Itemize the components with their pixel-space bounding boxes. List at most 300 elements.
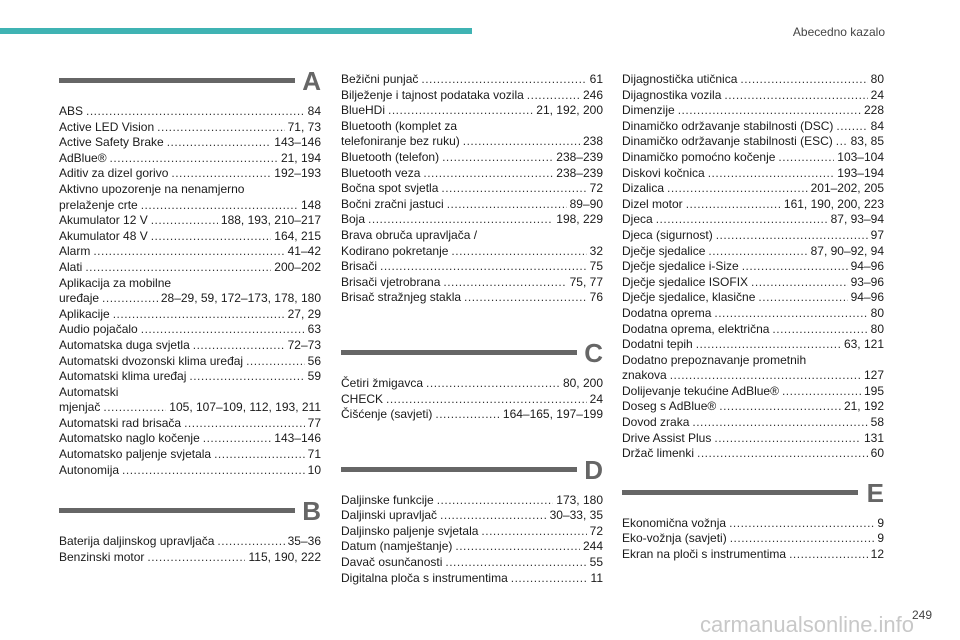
dot-leader xyxy=(421,72,586,88)
dot-leader xyxy=(368,212,553,228)
index-entry xyxy=(622,275,884,291)
index-column-1 xyxy=(59,66,321,565)
section-heading xyxy=(59,496,321,532)
index-entry xyxy=(341,134,603,150)
page-reference: 195 xyxy=(863,383,884,398)
dot-leader xyxy=(380,259,587,275)
page-reference: 9 xyxy=(877,531,884,546)
index-term: Dječje sjedalice, klasične xyxy=(622,290,756,305)
index-term: Četiri žmigavca xyxy=(341,375,424,390)
index-term: Digitalna ploča s instrumentima xyxy=(341,570,508,585)
index-entry xyxy=(622,384,884,400)
page-reference: 41–42 xyxy=(287,244,321,259)
index-entry xyxy=(341,197,603,213)
index-entry xyxy=(341,555,603,571)
page-reference: 164–165, 197–199 xyxy=(502,407,603,422)
page-reference: 238 xyxy=(582,134,603,149)
dot-leader xyxy=(151,213,218,229)
index-term: BlueHDi xyxy=(341,103,386,118)
index-term: Automatski dvozonski klima uređaj xyxy=(59,353,244,368)
section-letter: A xyxy=(302,66,321,96)
index-entry xyxy=(59,447,321,463)
page-reference: 84 xyxy=(870,118,884,133)
watermark: carmanualsonline.info xyxy=(700,612,915,637)
page-reference: 246 xyxy=(582,87,603,102)
index-entry-first-line: Bluetooth (komplet za xyxy=(341,118,458,133)
dot-leader xyxy=(778,150,834,166)
index-entry xyxy=(622,337,884,353)
dot-leader xyxy=(113,307,285,323)
page-reference: 80 xyxy=(870,72,884,86)
dot-leader xyxy=(437,493,554,509)
dot-leader xyxy=(708,244,807,260)
index-entry-first-line: Brava obruča upravljača / xyxy=(341,227,478,242)
section-heading xyxy=(341,454,603,491)
index-entry xyxy=(59,120,321,136)
section-rule xyxy=(341,350,577,355)
index-term: Dinamičko održavanje stabilnosti (ESC) xyxy=(622,134,833,149)
page-reference: 61 xyxy=(589,72,603,86)
index-entry xyxy=(622,399,884,415)
index-entry xyxy=(622,166,884,182)
index-term: uređaje xyxy=(59,291,100,306)
index-entry xyxy=(341,290,603,306)
index-entry xyxy=(59,338,321,354)
index-term: Bočni zračni jastuci xyxy=(341,196,444,211)
page-reference: 21, 192, 200 xyxy=(536,103,603,118)
index-term: Dolijevanje tekućine AdBlue® xyxy=(622,383,779,398)
dot-leader xyxy=(442,150,553,166)
index-entry xyxy=(59,260,321,276)
page-reference: 58 xyxy=(870,415,884,430)
dot-leader xyxy=(167,135,272,151)
dot-leader xyxy=(527,88,580,104)
index-term: Audio pojačalo xyxy=(59,322,138,337)
page-reference: 10 xyxy=(307,462,321,477)
index-term: Davač osunčanosti xyxy=(341,555,443,570)
index-entry xyxy=(622,516,884,532)
index-term: Autonomija xyxy=(59,462,120,477)
page-reference: 80, 200 xyxy=(562,375,603,390)
index-entry xyxy=(341,392,603,408)
section-D-continued xyxy=(622,72,884,462)
page-reference: 143–146 xyxy=(274,431,321,446)
dot-leader xyxy=(730,531,875,547)
index-term: Aditiv za dizel gorivo xyxy=(59,166,169,181)
index-term: Kodirano pokretanje xyxy=(341,243,449,258)
page-reference: 32 xyxy=(589,243,603,258)
page-reference: 84 xyxy=(307,104,321,118)
page-reference: 164, 215 xyxy=(274,228,321,243)
section-heading xyxy=(59,66,321,102)
dot-leader xyxy=(122,463,305,479)
header-accent-bar xyxy=(0,28,472,34)
page-reference: 87, 93–94 xyxy=(830,212,884,227)
page-reference: 193–194 xyxy=(837,165,884,180)
section-A xyxy=(59,66,321,478)
index-entry xyxy=(59,354,321,370)
index-term: Djeca (sigurnost) xyxy=(622,227,713,242)
page-reference: 148 xyxy=(300,197,321,212)
index-term: Dovod zraka xyxy=(622,415,690,430)
index-entry xyxy=(59,431,321,447)
dot-leader xyxy=(246,354,305,370)
index-entry xyxy=(59,135,321,151)
index-term: Brisači vjetrobrana xyxy=(341,274,441,289)
index-term: Doseg s AdBlue® xyxy=(622,399,717,414)
dot-leader xyxy=(836,119,867,135)
page-reference: 59 xyxy=(307,369,321,384)
dot-leader xyxy=(742,259,848,275)
page-reference: 75 xyxy=(589,259,603,274)
dot-leader xyxy=(141,322,305,338)
dot-leader xyxy=(696,337,841,353)
index-entry xyxy=(341,376,603,392)
index-entry xyxy=(622,322,884,338)
dot-leader xyxy=(151,229,272,245)
section-rule xyxy=(59,78,295,83)
page-reference: 71 xyxy=(307,447,321,462)
page-number: 249 xyxy=(911,608,932,622)
index-term: Baterija daljinskog upravljača xyxy=(59,534,215,549)
index-entry xyxy=(622,119,884,135)
index-entry xyxy=(59,166,321,182)
index-term: Dodatni tepih xyxy=(622,337,693,352)
dot-leader xyxy=(388,103,533,119)
dot-leader xyxy=(455,539,580,555)
dot-leader xyxy=(386,392,587,408)
index-term: Dječje sjedalice xyxy=(622,243,706,258)
index-entry xyxy=(341,571,603,587)
dot-leader xyxy=(511,571,588,587)
index-entry xyxy=(622,306,884,322)
index-entry xyxy=(341,166,603,182)
page-reference: 56 xyxy=(307,353,321,368)
index-term: Dizalica xyxy=(622,181,665,196)
index-entry xyxy=(59,213,321,229)
dot-leader xyxy=(463,134,580,150)
page-reference: 72 xyxy=(589,181,603,196)
index-entry xyxy=(59,244,321,260)
index-term: znakova xyxy=(622,368,667,383)
dot-leader xyxy=(758,290,847,306)
index-term: Dijagnostička utičnica xyxy=(622,72,738,86)
page-reference: 80 xyxy=(870,321,884,336)
index-entry xyxy=(341,88,603,104)
page-reference: 28–29, 59, 172–173, 178, 180 xyxy=(160,291,321,306)
dot-leader xyxy=(214,447,305,463)
section-letter: E xyxy=(866,477,884,508)
index-term: Automatsko naglo kočenje xyxy=(59,431,200,446)
index-term: Active Safety Brake xyxy=(59,135,164,150)
index-term: Active LED Vision xyxy=(59,119,155,134)
section-heading xyxy=(341,337,603,374)
index-entry xyxy=(622,290,884,306)
index-entry xyxy=(341,508,603,524)
dot-leader xyxy=(724,88,867,104)
page-reference: 30–33, 35 xyxy=(549,508,603,523)
dot-leader xyxy=(171,166,271,182)
index-entry xyxy=(622,368,884,384)
page-reference: 198, 229 xyxy=(556,212,603,227)
section-heading xyxy=(622,477,884,514)
index-term: telefoniranje bez ruku) xyxy=(341,134,460,149)
dot-leader xyxy=(678,103,861,119)
dot-leader xyxy=(443,275,566,291)
index-term: Dodatna oprema, električna xyxy=(622,321,770,336)
page-reference: 173, 180 xyxy=(556,492,603,507)
index-term: Djeca xyxy=(622,212,653,227)
dot-leader xyxy=(441,181,586,197)
index-term: Akumulator 48 V xyxy=(59,228,148,243)
index-term: Datum (namještanje) xyxy=(341,539,453,554)
page-reference: 72 xyxy=(589,523,603,538)
index-term: CHECK xyxy=(341,391,384,406)
index-term: Bežični punjač xyxy=(341,72,419,86)
page-reference: 63, 121 xyxy=(843,337,884,352)
section-letter: B xyxy=(302,496,321,527)
index-entry xyxy=(59,322,321,338)
page-reference: 83, 85 xyxy=(850,134,884,149)
dot-leader xyxy=(426,376,560,392)
index-term: Dimenzije xyxy=(622,103,675,118)
dot-leader xyxy=(423,166,553,182)
dot-leader xyxy=(692,415,867,431)
page-reference: 103–104 xyxy=(837,149,884,164)
dot-leader xyxy=(110,151,278,167)
page-reference: 115, 190, 222 xyxy=(248,549,321,564)
dot-leader xyxy=(451,244,586,260)
page-reference: 238–239 xyxy=(556,149,603,164)
index-entry-first-line: Aplikacija za mobilne xyxy=(59,275,172,290)
index-entry xyxy=(622,150,884,166)
page-reference: 76 xyxy=(589,290,603,305)
index-term: Drive Assist Plus xyxy=(622,430,712,445)
dot-leader xyxy=(440,508,547,524)
index-term: Dječje sjedalice i-Size xyxy=(622,259,739,274)
page-reference: 21, 194 xyxy=(280,150,321,165)
index-entry xyxy=(622,181,884,197)
index-entry xyxy=(622,134,884,150)
dot-leader xyxy=(716,228,868,244)
page-reference: 131 xyxy=(863,430,884,445)
index-term: Držač limenki xyxy=(622,446,695,461)
section-D xyxy=(341,454,603,587)
page-reference: 94–96 xyxy=(850,290,884,305)
index-entry xyxy=(59,307,321,323)
index-entry xyxy=(622,547,884,563)
page-reference: 127 xyxy=(863,368,884,383)
dot-leader xyxy=(670,368,861,384)
index-term: Bluetooth (telefon) xyxy=(341,149,440,164)
index-entry xyxy=(341,244,603,260)
index-term: Benzinski motor xyxy=(59,549,145,564)
index-term: Automatsko paljenje svjetala xyxy=(59,447,212,462)
dot-leader xyxy=(141,198,298,214)
index-term: Daljinsko paljenje svjetala xyxy=(341,523,479,538)
index-entry xyxy=(59,534,321,550)
index-entry xyxy=(59,198,321,214)
index-term: Diskovi kočnica xyxy=(622,165,705,180)
section-B xyxy=(59,496,321,565)
dot-leader xyxy=(714,306,867,322)
dot-leader xyxy=(217,534,284,550)
dot-leader xyxy=(667,181,808,197)
index-entry xyxy=(341,407,603,423)
index-term: Dizel motor xyxy=(622,196,683,211)
section-letter: C xyxy=(584,337,603,368)
page-reference: 188, 193, 210–217 xyxy=(220,213,321,228)
dot-leader xyxy=(103,400,166,416)
index-term: Dinamičko pomoćno kočenje xyxy=(622,149,776,164)
index-term: Ekonomična vožnja xyxy=(622,515,727,530)
page-reference: 24 xyxy=(589,391,603,406)
index-term: Daljinski upravljač xyxy=(341,508,438,523)
index-entry xyxy=(622,431,884,447)
dot-leader xyxy=(751,275,848,291)
index-term: Čišćenje (savjeti) xyxy=(341,407,433,422)
index-term: Dječje sjedalice ISOFIX xyxy=(622,274,749,289)
index-column-3 xyxy=(622,72,884,563)
index-term: Bilježenje i tajnost podataka vozila xyxy=(341,87,524,102)
index-entry xyxy=(59,229,321,245)
page-reference: 9 xyxy=(877,515,884,530)
dot-leader xyxy=(184,416,305,432)
page-header-title: Abecedno kazalo xyxy=(792,25,885,39)
dot-leader xyxy=(102,291,158,307)
index-term: prelaženje crte xyxy=(59,197,138,212)
index-entry xyxy=(622,415,884,431)
index-entry xyxy=(622,212,884,228)
page-reference: 60 xyxy=(870,446,884,461)
page-reference: 63 xyxy=(307,322,321,337)
index-term: Akumulator 12 V xyxy=(59,213,148,228)
index-term: ABS xyxy=(59,104,84,118)
dot-leader xyxy=(464,290,587,306)
index-entry xyxy=(341,493,603,509)
dot-leader xyxy=(686,197,781,213)
page-reference: 200–202 xyxy=(274,259,321,274)
dot-leader xyxy=(656,212,828,228)
index-term: Dijagnostika vozila xyxy=(622,87,722,102)
dot-leader xyxy=(447,197,567,213)
page-reference: 55 xyxy=(589,555,603,570)
index-entry xyxy=(341,103,603,119)
index-entry xyxy=(59,550,321,566)
index-term: Automatski klima uređaj xyxy=(59,369,187,384)
index-entry xyxy=(622,244,884,260)
dot-leader xyxy=(836,134,848,150)
section-C xyxy=(341,337,603,423)
section-B-continued xyxy=(341,72,603,306)
dot-leader xyxy=(729,516,874,532)
dot-leader xyxy=(772,322,867,338)
index-entry xyxy=(622,103,884,119)
index-entry xyxy=(59,104,321,120)
index-entry-first-line: Automatski xyxy=(59,384,119,399)
index-term: Dodatna oprema xyxy=(622,305,712,320)
index-entry xyxy=(59,463,321,479)
index-term: Alarm xyxy=(59,244,91,259)
page-reference: 80 xyxy=(870,305,884,320)
page-reference: 97 xyxy=(870,227,884,242)
index-entry xyxy=(341,212,603,228)
index-entry xyxy=(59,369,321,385)
index-entry xyxy=(341,181,603,197)
dot-leader xyxy=(85,260,271,276)
page-reference: 192–193 xyxy=(274,166,321,181)
dot-leader xyxy=(86,104,305,120)
index-term: Brisači xyxy=(341,259,378,274)
index-entry xyxy=(622,531,884,547)
index-entry xyxy=(622,88,884,104)
page-reference: 71, 73 xyxy=(287,119,321,134)
dot-leader xyxy=(789,547,868,563)
index-entry xyxy=(622,228,884,244)
dot-leader xyxy=(697,446,868,462)
dot-leader xyxy=(719,399,841,415)
dot-leader xyxy=(203,431,272,447)
page-reference: 27, 29 xyxy=(287,306,321,321)
dot-leader xyxy=(189,369,304,385)
dot-leader xyxy=(740,72,867,88)
index-term: mjenjač xyxy=(59,400,101,415)
dot-leader xyxy=(435,407,500,423)
index-column-2 xyxy=(341,72,603,586)
page-reference: 105, 107–109, 112, 193, 211 xyxy=(169,400,321,415)
page-reference: 24 xyxy=(870,87,884,102)
index-entry xyxy=(622,72,884,88)
page-reference: 11 xyxy=(590,570,603,585)
section-rule xyxy=(59,508,295,513)
index-term: Aplikacije xyxy=(59,306,110,321)
index-term: Eko-vožnja (savjeti) xyxy=(622,531,727,546)
section-rule xyxy=(341,467,577,472)
page-reference: 12 xyxy=(870,547,884,562)
section-E xyxy=(622,477,884,563)
index-entry xyxy=(341,275,603,291)
dot-leader xyxy=(445,555,586,571)
dot-leader xyxy=(708,166,835,182)
index-term: AdBlue® xyxy=(59,150,107,165)
dot-leader xyxy=(714,431,861,447)
page-reference: 87, 90–92, 94 xyxy=(810,243,884,258)
index-entry xyxy=(622,197,884,213)
page-reference: 94–96 xyxy=(850,259,884,274)
index-term: Bluetooth veza xyxy=(341,165,421,180)
index-entry xyxy=(622,446,884,462)
page-reference: 35–36 xyxy=(287,534,321,549)
index-term: Automatski rad brisača xyxy=(59,415,182,430)
index-entry xyxy=(59,291,321,307)
index-entry xyxy=(341,150,603,166)
page-reference: 75, 77 xyxy=(569,274,603,289)
dot-leader xyxy=(157,120,284,136)
page-reference: 89–90 xyxy=(569,196,603,211)
index-entry xyxy=(341,72,603,88)
index-entry xyxy=(341,539,603,555)
index-entry xyxy=(622,259,884,275)
index-entry xyxy=(59,416,321,432)
page-reference: 244 xyxy=(582,539,603,554)
index-entry xyxy=(59,400,321,416)
page-reference: 201–202, 205 xyxy=(810,181,884,196)
index-term: Automatska duga svjetla xyxy=(59,337,190,352)
index-term: Alati xyxy=(59,259,83,274)
section-rule xyxy=(622,490,858,495)
dot-leader xyxy=(93,244,284,260)
index-term: Bočna spot svjetla xyxy=(341,181,439,196)
